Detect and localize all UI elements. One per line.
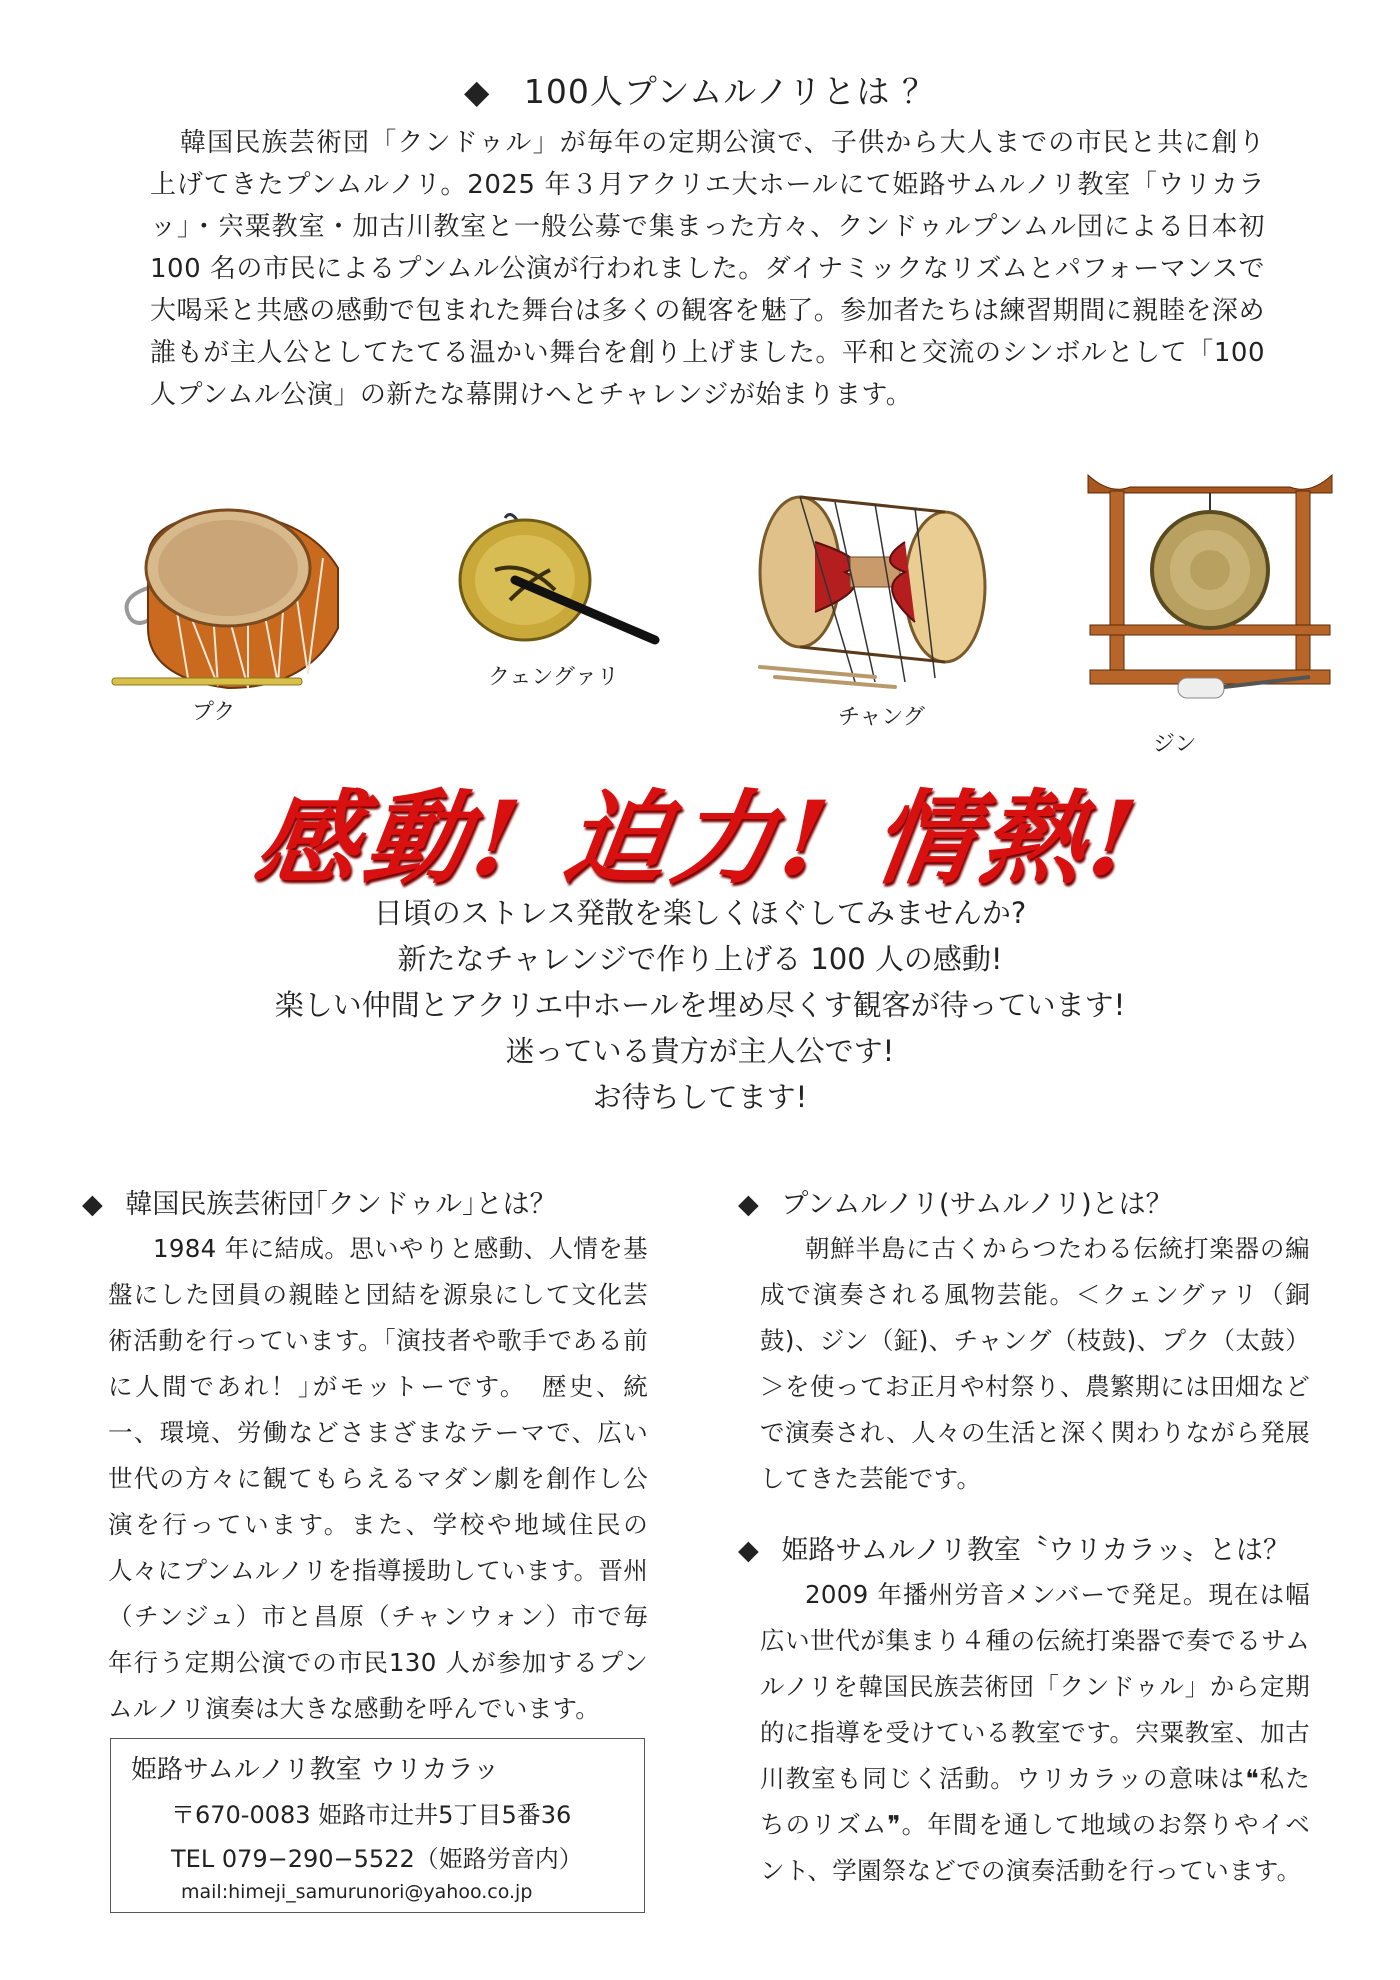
janggu-label: チャング <box>838 705 925 730</box>
slogan-banner: 感動! 迫力! 情熱! <box>248 779 1149 899</box>
urikarat-title: 姫路サムルノリ教室〝ウリカラッ〟とは？ <box>781 1535 1291 1566</box>
pungmul-heading <box>738 1182 1173 1221</box>
puk-label: プク <box>192 700 236 725</box>
janggu-image <box>755 492 995 692</box>
diamond-bullet-icon: ◆ <box>738 1535 759 1566</box>
contact-tel: TEL 079−290−5522（姫路労音内） <box>171 1845 583 1873</box>
pungmul-body: 朝鮮半島に古くからつたわる伝統打楽器の編成で演奏される風物芸能。＜クェングァリ（銅鼓)、ジン（鉦)、チャング（枝鼓)、プク（太鼓）＞を使ってお正月や村祭り、農繁期には田畑などで演奏され、人々の生活と深く関わりながら発展してきた芸能です。 <box>760 1234 1310 1493</box>
contact-mail[interactable]: mail:himeji_samurunori@yahoo.co.jp <box>181 1881 533 1903</box>
appeal-message <box>0 890 1400 1120</box>
kkwaenggwari-label: クェングァリ <box>488 665 619 690</box>
kundul-title: 韓国民族芸術団｢クンドゥル｣とは？ <box>125 1189 557 1220</box>
puk-drum-image <box>108 498 358 698</box>
diamond-bullet-icon: ◆ <box>463 72 491 111</box>
contact-address: 〒670-0083 姫路市辻井5丁目5番36 <box>171 1801 572 1829</box>
puk-stick-image <box>110 672 310 692</box>
jing-image <box>1080 465 1340 715</box>
contact-title: 姫路サムルノリ教室 ウリカラッ <box>131 1755 500 1785</box>
pungmul-title: プンムルノリ(サムルノリ)とは？ <box>781 1189 1173 1220</box>
page-title <box>0 66 1400 113</box>
contact-box <box>110 1738 645 1913</box>
appeal-line: 迷っている貴方が主人公です! <box>505 1034 895 1068</box>
urikarat-heading <box>738 1528 1290 1567</box>
appeal-line: 新たなチャレンジで作り上げる 100 人の感動! <box>397 942 1003 976</box>
page-title-text: 100人プンムルノリとは ？ <box>523 72 937 111</box>
appeal-line: お待ちしてます! <box>592 1080 808 1114</box>
appeal-line: 楽しい仲間とアクリエ中ホールを埋め尽くす観客が待っています! <box>274 988 1126 1022</box>
jing-label: ジン <box>1153 732 1197 757</box>
kundul-body: 1984 年に結成。思いやりと感動、人情を基盤にした団員の親睦と団結を源泉にして文化芸術活動を行っています。｢演技者や歌手である前に人間であれ！｣がモットーです。 歴史、統一、環境、労働などさまざまなテーマで、広い世代の方々に観てもらえるマダン劇を創作し公演を行っています。また、学校や地域住民の人々にプンムルノリを指導援助しています。晋州（チンジュ）市と昌原（チャンウォン）市で毎年行う定期公演での市民130 人が参加するプンムルノリ演奏は大きな感動を呼んでいます。 <box>108 1234 648 1723</box>
diamond-bullet-icon: ◆ <box>738 1189 759 1220</box>
kkwaenggwari-image <box>455 510 665 650</box>
diamond-bullet-icon: ◆ <box>82 1189 103 1220</box>
intro-paragraph: 韓国民族芸術団「クンドゥル」が毎年の定期公演で、子供から大人までの市民と共に創り上げてきたプンムルノリ。2025 年３月アクリエ大ホールにて姫路サムルノリ教室「ウリカラッ」・宍粟教室・加古川教室と一般公募で集まった方々、クンドゥルプンムル団による日本初 100 名の市民によるプンムル公演が行われました。ダイナミックなリズムとパフォーマンスで大喝采と共感の感動で包まれた舞台は多くの観客を魅了。参加者たちは練習期間に親睦を深め誰もが主人公としてたてる温かい舞台を創り上げました。平和と交流のシンボルとして「100 人プンムル公演」の新たな幕開けへとチャレンジが始まります。 <box>150 128 1265 410</box>
urikarat-body: 2009 年播州労音メンバーで発足。現在は幅広い世代が集まり４種の伝統打楽器で奏でるサムルノリを韓国民族芸術団「クンドゥル」から定期的に指導を受けている教室です。宍粟教室、加古川教室も同じく活動。ウリカラッの意味は❝私たちのリズム❞。年間を通して地域のお祭りやイベント、学園祭などでの演奏活動を行っています。 <box>760 1580 1310 1885</box>
appeal-line: 日頃のストレス発散を楽しくほぐしてみませんか? <box>373 896 1027 930</box>
kundul-heading <box>82 1182 557 1221</box>
